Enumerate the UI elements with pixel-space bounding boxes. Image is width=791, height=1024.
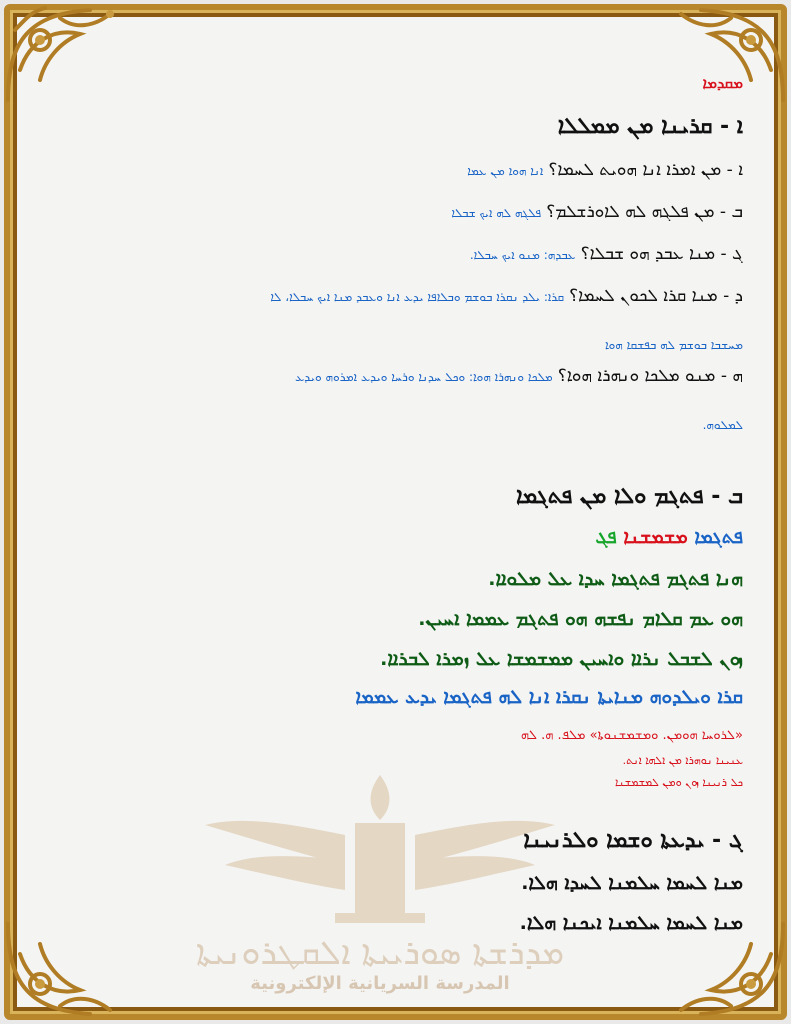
answer-text: ܐܢܐ ܗܘܐ ܡܢ ܥܡܐ (467, 164, 544, 178)
document-content (70, 72, 743, 984)
question-text: ܓ - ܡܢܐ ܥܒܕ ܗܘ ܫܒܠܐ؟ (580, 244, 743, 264)
question-5 (295, 366, 743, 386)
question-text: ܕ - ܡܢܐ ܩܪܐ ܠܟܘܢ ܠܚܡܐ؟ (569, 286, 743, 306)
section-3-line-1: ܡܢܐ ܠܚܡܐ ܚܠܡܢܐ ܠܚܕܐ ܗܠܐ. (521, 872, 743, 894)
answer-text: ܦܠܓܗ ܠܗ ܐܝܟ ܫܒܠܐ (451, 206, 542, 220)
section-3-line-2: ܡܢܐ ܠܚܡܐ ܚܠܡܢܐ ܐܝܟܢܐ ܗܠܐ. (519, 912, 743, 934)
question-1 (467, 160, 743, 180)
reference-line-1: «ܠܪܘܚܐ ܗܘܡܢ. ܘܡܫܡܫܢܘܬܐ» ܡܠܦ. ܗ. ܠܗ (520, 728, 743, 743)
page-header: ܡܩܕܡܐ (702, 74, 743, 92)
verse-line-3: ܙܘܢ ܠܫܒܠ ܢܪܐܐ ܘܐܚܝܢ ܡܡܫܡܫܐ ܥܠ ܙܡܪܐ ܠܒܪܐܐ. (380, 648, 743, 670)
watermark-syriac-text: ܡܕܪܫܬܐ ܣܘܪܝܝܬܐ ܐܠܩܛܪܘܢܝܬܐ (195, 933, 565, 973)
verse-line-1: ܗܢܐ ܦܬܓܡ ܦܬܓܡܐ ܚܕܐ ܥܠ ܡܠܘܐܐ. (488, 568, 743, 590)
watermark-arabic-text: المدرسة السريانية الإلكترونية (250, 973, 510, 994)
question-3 (470, 244, 743, 264)
question-4 (270, 286, 743, 306)
section-2-title: ܒ - ܦܬܓܡ ܘܠܐ ܡܢ ܦܬܓܡܐ (516, 484, 743, 509)
verse-line-4: ܩܪܐ ܘܝܠܕܘܗ ܡܢܐܝܬܐ ܢܩܪܐ ܐܢܐ ܠܗ ܦܬܓܡܐ ܝܕܥ ܥܡܡܐ (355, 686, 743, 708)
answer-text: ܥܒܕܗ: ܡܢܘ ܐܝܟ ܚܒܠܐ. (469, 248, 576, 262)
answer-continuation (605, 334, 743, 353)
answer-text: ܡܠܟܐ ܘܢܗܪܐ ܗܘܐ: ܘܟܠ ܚܕܢܐ ܘܪܚܐ ܘܝܕܥ ܐܡܪܘܗ ܘܝܕܥ (295, 370, 553, 384)
question-text: ܒ - ܡܢ ܦܠܓܗ ܠܗ ܠܐܘܪܫܠܡ؟ (546, 202, 743, 222)
section-1-title: ܐ - ܩܪܝܢܐ ܡܢ ܡܡܠܠܐ (557, 114, 743, 139)
question-text: ܗ - ܡܢܘ ܡܠܟܐ ܘܢܗܪܐ ܗܘܐ؟ (557, 366, 743, 386)
reference-line-2: ܥܢܝܢܐ ܢܘܗܪܐ ܡܢ ܐܠܗܐ ܐܢܬ. (622, 754, 743, 767)
answer-text: ܠܡܠܘܗ. (702, 418, 743, 432)
colored-label-row (595, 526, 743, 548)
label-a: ܦܬܓܡܐ (694, 526, 743, 548)
answer-continuation (703, 414, 743, 433)
reference-line-3: ܟܠ ܪܢܝܢܐ ܙܘܢ ܘܡܢ ܠܡܫܡܫܢܐ (614, 776, 743, 789)
section-3-title: ܓ - ܝܕܥܬܐ ܘܫܡܐ ܘܠܪܢܝܢܐ (523, 828, 743, 853)
answer-text: ܩܪܐ: ܝܠܕ ܢܩܪܐ ܒܘܫܡ ܘܒܠܐܦܐ ܝܕܥ ܐܢܐ ܘܥܒܕ ܡܢܐ ܐܝܟ ܚܒܠܐ، ܠܐ (270, 290, 565, 304)
label-b: ܡܫܡܫܢܐ (623, 526, 688, 548)
question-2 (451, 202, 743, 222)
verse-line-2: ܗܘ ܥܡ ܩܠܐܡ ܢܦܫܗ ܗܘ ܦܬܓܡ ܥܡܡܐ ܐܚܝܢ. (418, 608, 743, 630)
label-c: ܦܓ (595, 526, 617, 548)
question-text: ܐ - ܡܢ ܐܡܪܐ ܐܢܐ ܗܘܝܬ ܠܚܡܐ؟ (548, 160, 743, 180)
answer-text: ܡܚܫܒܐ ܒܘܫܡ ܠܗ ܒܦܫܩܐ ܗܘܐ (604, 338, 743, 352)
